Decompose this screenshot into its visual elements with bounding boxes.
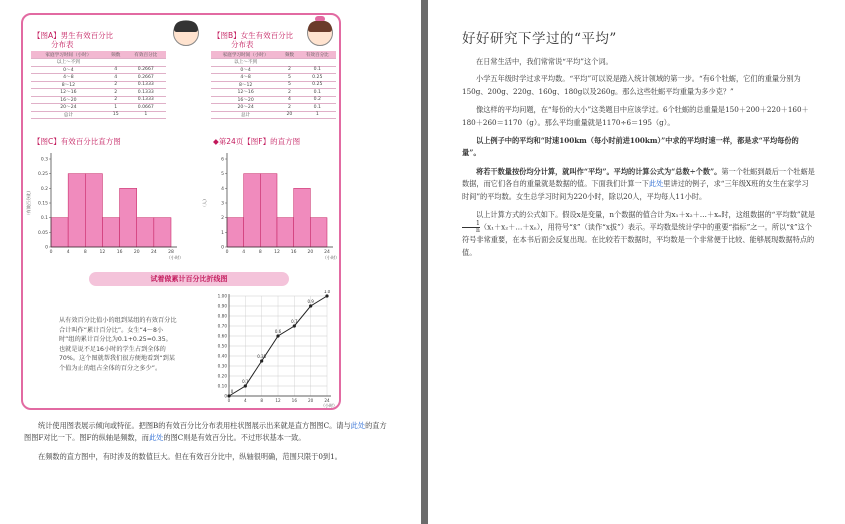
table-a-column-header: 家庭学习时间（小时） <box>31 51 106 59</box>
table-a-cell: 12～16 <box>31 89 106 97</box>
chart-f-x-tick-label: 16 <box>290 250 297 255</box>
table-a-table-row <box>31 104 166 112</box>
cumulative-x-label: （小时） <box>321 403 337 408</box>
cumulative-x-tick-label: 20 <box>307 398 314 403</box>
table-a-cell: 4 <box>106 66 126 74</box>
cumulative-data-label: 0.6 <box>274 329 282 334</box>
chart-f-y-tick-label: 5 <box>221 172 224 178</box>
chart-f-y-tick-label: 3 <box>221 201 224 207</box>
table-b-title-line2: 分布表 <box>231 40 254 49</box>
chart-c-y-tick-label: 0.3 <box>40 157 48 163</box>
p6-text-a: 以上计算方式的公式如下。假设x是变量，n个数据的值合计为x₁＋x₂＋…＋xₙ时，这组数据的“平均数”就是 <box>476 210 815 220</box>
chart-c-y-tick-label: 0.2 <box>40 186 48 192</box>
chart-f-x-tick-label: 0 <box>225 250 229 255</box>
table-a-cell: 0.1333 <box>126 81 166 89</box>
chart-c-x-label: （小时） <box>166 255 184 260</box>
chart-c-y-label: （有效百分比） <box>26 188 31 218</box>
table-a <box>31 51 166 119</box>
table-a-cell: 8～12 <box>31 81 106 89</box>
chart-c-x-tick-label: 12 <box>99 250 106 255</box>
cumulative-data-point <box>244 384 247 387</box>
cumulative-x-tick-label: 0 <box>227 398 231 403</box>
table-b-table-row <box>211 66 336 74</box>
table-b-cell: 0～4 <box>211 66 280 74</box>
chart-f-y-tick-label: 0 <box>221 245 224 251</box>
right-body-text <box>462 56 815 259</box>
table-b-title <box>213 31 293 49</box>
p5-text-a: 第一个牡蛎到最后一个牡蛎是数据，而它们各自的重量就是数据的值。下面我们计算一下 <box>462 166 815 189</box>
page-gutter <box>421 0 428 524</box>
cumulative-x-tick-label: 8 <box>260 398 264 403</box>
chart-f-bar <box>294 188 311 247</box>
chart-f-y-label: （人） <box>202 196 207 210</box>
cumulative-data-label: 0.35 <box>257 354 267 359</box>
chart-f-x-tick-label: 12 <box>274 250 280 255</box>
cumulative-y-tick-label: 0.80 <box>217 313 227 319</box>
table-b-title-line1: 【图B】女生有效百分比 <box>213 31 294 40</box>
table-b <box>211 51 336 119</box>
chart-f-x-tick-label: 20 <box>307 250 314 255</box>
table-a-cell: 4～8 <box>31 74 106 82</box>
table-b-cell: 总计 <box>211 111 280 119</box>
table-a-table-row <box>31 96 166 104</box>
chart-c-y-tick-label: 0.15 <box>37 201 48 207</box>
cumulative-data-point <box>293 324 296 327</box>
cumulative-data-point <box>227 394 230 397</box>
chart-c-bar <box>120 188 137 247</box>
table-b-cell: 4 <box>280 96 298 104</box>
section-heading: 好好研究下学过的“平均” <box>462 31 617 47</box>
table-a-cell: 15 <box>106 111 126 119</box>
table-a-cell: 1 <box>106 104 126 112</box>
cumulative-x-tick-label: 24 <box>324 398 330 403</box>
table-b-table-row <box>211 74 336 82</box>
cumulative-y-tick-label: 0.70 <box>217 323 227 329</box>
cumulative-y-tick-label: 0.20 <box>217 373 227 379</box>
table-b-cell: 16～20 <box>211 96 280 104</box>
chart-f-x-tick-label: 4 <box>242 250 246 255</box>
table-b-cell <box>299 59 336 67</box>
girl-avatar-icon <box>307 20 333 46</box>
link-figure-c[interactable]: 此处 <box>148 433 164 443</box>
table-a-cell: 0.1333 <box>126 89 166 97</box>
chart-c-x-tick-label: 28 <box>168 250 174 255</box>
table-b-table-row <box>211 59 336 67</box>
cumulative-data-label: 0 <box>230 389 234 394</box>
table-b-table-row <box>211 81 336 89</box>
right-paragraph-4: 以上例子中的平均和“时速100km（每小时前进100km）”中求的平均时速一样，都是求“平均每份的量”。 <box>462 136 799 158</box>
cumulative-y-tick-label: 0.50 <box>217 343 227 349</box>
chart-c-x-tick-label: 8 <box>83 250 87 255</box>
chart-c-x-tick-label: 4 <box>66 250 70 255</box>
chart-c-bar <box>68 174 85 247</box>
cumulative-x-tick-label: 12 <box>275 398 281 403</box>
cumulative-data-point <box>260 359 263 362</box>
cumulative-y-tick-label: 0.30 <box>217 363 227 369</box>
table-a-table-row <box>31 81 166 89</box>
chart-c-x-tick-label: 0 <box>49 250 53 255</box>
table-b-cell: 0.1 <box>299 104 336 112</box>
table-a-cell: 0.0667 <box>126 104 166 112</box>
table-a-cell: 总计 <box>31 111 106 119</box>
table-a-header-row <box>31 51 166 59</box>
table-b-cell: 2 <box>280 104 298 112</box>
table-a-cell: 以上～不到 <box>31 59 106 67</box>
cumulative-section-banner: 试着做累计百分比折线图 <box>89 272 289 286</box>
table-b-cell: 4～8 <box>211 74 280 82</box>
table-b-cell: 12～16 <box>211 89 280 97</box>
chart-c-x-tick-label: 16 <box>116 250 123 255</box>
fraction-denominator: n <box>462 227 480 234</box>
table-a-title <box>33 31 113 49</box>
right-paragraph-2: 小学五年级时学过求平均数。“平均”可以说是踏入统计领域的第一步。“有6个牡蛎，它们的重量分别为150g、200g、220g、160g、180g以及260g。那么这些牡蛎平均重量为多少克？” <box>462 74 801 96</box>
mean-fraction <box>462 221 480 234</box>
chart-c-bar <box>154 218 171 247</box>
cumulative-data-label: 0.7 <box>291 319 298 324</box>
cumulative-data-point <box>309 304 312 307</box>
chart-f-bar <box>260 174 277 247</box>
right-paragraph-5 <box>462 166 815 203</box>
p6-text-b: （x₁＋x₂＋…＋xₙ），用符号“x̄”（读作“x拔”）表示。平均数是统计学中的重要“指标”之一。所以“x̄”这个符号非常重要，在本书后面会反复出现。在比较若干数据时，平均数是一个非常便于比较、能够展现数据特点的值。 <box>462 222 815 257</box>
p1-text-c: 的图C则是有效百分比。不过形状基本一致。 <box>163 433 306 443</box>
table-a-cell: 0.2667 <box>126 74 166 82</box>
chart-c-bar <box>85 174 102 247</box>
right-paragraph-3: 像这样的平均问题，在“每份的大小”这类题目中应该学过。6个牡蛎的总重量是150＋200＋220＋160＋180＋260＝1170（g）。那么平均重量就是1170÷6＝195（g）。 <box>462 105 809 127</box>
table-b-cell: 1 <box>299 111 336 119</box>
table-a-cell: 16～20 <box>31 96 106 104</box>
table-a-table-row <box>31 59 166 67</box>
table-a-title-line1: 【图A】男生有效百分比 <box>33 31 114 40</box>
chart-f-x-tick-label: 24 <box>324 250 330 255</box>
chart-f-bar <box>310 218 327 247</box>
chart-f-y-tick-label: 1 <box>221 230 224 236</box>
left-page <box>0 0 421 524</box>
chart-c-bar <box>102 218 119 247</box>
chart-c-y-tick-label: 0.1 <box>40 216 48 222</box>
chart-c-y-tick-label: 0.05 <box>37 230 48 236</box>
chart-c-y-tick-label: 0.25 <box>37 172 48 178</box>
table-a-column-header: 有效百分比 <box>126 51 166 59</box>
table-a-table-row <box>31 74 166 82</box>
chart-c-y-tick-label: 0 <box>45 245 48 251</box>
cumulative-data-label: 0.9 <box>307 299 314 304</box>
chart-f-bar <box>244 174 261 247</box>
table-b-cell: 20 <box>280 111 298 119</box>
chart-c-bar <box>137 218 154 247</box>
cumulative-y-tick-label: 0.90 <box>217 303 227 309</box>
cumulative-data-point <box>276 334 279 337</box>
table-a-cell: 2 <box>106 96 126 104</box>
table-a-column-header: 频数 <box>106 51 126 59</box>
cumulative-x-tick-label: 4 <box>243 398 247 403</box>
chart-c-bar <box>51 218 68 247</box>
left-paragraph-2: 在频数的直方图中，有时涉及的数值巨大。但在有效百分比中，纵轴很明确，范围只限于0到1。 <box>38 451 342 461</box>
table-a-cell: 2 <box>106 81 126 89</box>
chart-d-title: ◆第24页【图F】的直方图 <box>213 137 301 146</box>
cumulative-y-tick-label: 0.40 <box>217 353 227 359</box>
boy-avatar-icon <box>173 20 199 46</box>
table-a-cell: 0～4 <box>31 66 106 74</box>
cumulative-data-label: 1.0 <box>323 290 331 294</box>
table-a-cell: 0.1333 <box>126 96 166 104</box>
table-b-column-header: 家庭学习时间（小时） <box>211 51 280 59</box>
right-paragraph-1: 在日常生活中，我们常常说“平均”这个词。 <box>476 57 613 66</box>
table-b-cell: 0.25 <box>299 74 336 82</box>
table-a-cell: 0.2667 <box>126 66 166 74</box>
table-a-cell: 20～24 <box>31 104 106 112</box>
chart-f-x-label: （小时） <box>322 255 340 260</box>
cumulative-data-point <box>325 294 328 297</box>
statistics-figure-panel <box>21 13 341 410</box>
left-body-text <box>24 420 392 463</box>
table-b-cell: 5 <box>280 74 298 82</box>
table-b-cell <box>280 59 298 67</box>
left-paragraph-1 <box>24 420 392 445</box>
table-a-total-row <box>31 111 166 119</box>
right-paragraph-6 <box>462 209 815 259</box>
table-b-cell: 0.1 <box>299 66 336 74</box>
table-b-cell: 0.2 <box>299 96 336 104</box>
chart-f-y-tick-label: 2 <box>221 216 224 222</box>
table-b-cell: 5 <box>280 81 298 89</box>
table-b-cell: 8～12 <box>211 81 280 89</box>
cumulative-y-tick-label: 1.00 <box>217 293 227 299</box>
table-b-cell: 0.1 <box>299 89 336 97</box>
link-example[interactable]: 此处 <box>648 179 664 189</box>
table-b-table-row <box>211 104 336 112</box>
table-a-cell: 2 <box>106 89 126 97</box>
table-b-column-header: 频数 <box>280 51 298 59</box>
table-b-table-row <box>211 89 336 97</box>
table-b-cell: 2 <box>280 66 298 74</box>
table-b-cell: 0.25 <box>299 81 336 89</box>
cumulative-x-tick-label: 16 <box>291 398 298 403</box>
chart-c-title: 【图C】有效百分比直方图 <box>33 137 121 146</box>
link-figure-f[interactable]: 此处 <box>350 421 366 430</box>
table-b-column-header: 有效百分比 <box>299 51 336 59</box>
chart-f-y-tick-label: 6 <box>221 157 224 163</box>
table-b-cell: 20～24 <box>211 104 280 112</box>
cumulative-data-label: 0.1 <box>242 379 249 384</box>
chart-f-bar <box>277 218 294 247</box>
cumulative-y-tick-label: 0.10 <box>217 383 227 389</box>
chart-f-histogram <box>201 149 341 261</box>
chart-c-x-tick-label: 20 <box>133 250 140 255</box>
table-b-cell: 以上～不到 <box>211 59 280 67</box>
cumulative-line-chart <box>201 290 339 408</box>
cumulative-y-tick-label: 0 <box>224 393 227 399</box>
table-b-total-row <box>211 111 336 119</box>
table-b-table-row <box>211 96 336 104</box>
chart-f-x-tick-label: 8 <box>258 250 262 255</box>
p1-text-b: 的直方图图F对比一下。图F的纵轴是频数，而 <box>24 421 387 443</box>
table-b-cell: 2 <box>280 89 298 97</box>
p1-text-a: 统计使用图表展示倾向或特征。把图B的有效百分比分布表用柱状图展示出来就是直方图图C。请与 <box>38 421 351 430</box>
table-a-table-row <box>31 66 166 74</box>
table-a-cell <box>106 59 126 67</box>
chart-c-x-tick-label: 24 <box>150 250 157 255</box>
table-a-table-row <box>31 89 166 97</box>
p5-text-b: 里讲过的例子，求“三年级X班的女生在家学习时间”的平均数。女生总学习时间为220小时，除以20人，平均每人11小时。 <box>462 179 809 201</box>
table-a-cell <box>126 59 166 67</box>
chart-c-histogram <box>25 149 185 261</box>
cumulative-y-tick-label: 0.60 <box>217 333 227 339</box>
table-a-cell: 1 <box>126 111 166 119</box>
right-page <box>428 0 845 524</box>
chart-f-y-tick-label: 4 <box>221 186 224 192</box>
table-b-header-row <box>211 51 336 59</box>
table-a-title-line2: 分布表 <box>51 40 74 49</box>
mean-definition: 将若干数量按份均分计算，就叫作“平均”。平均的计算公式为“总数÷个数”。 <box>476 166 722 176</box>
cumulative-explanation: 从有效百分比值小的组到某组的有效百分比合计叫作“累计百分比”。女生“4～8小时”组的累计百分比为0.1+0.25=0.35。也就是说不足16小时的学生占到全体的70%。这个图就帮我们很方便地看到“到某个值为止的组占全体的百分之多少”。 <box>59 317 177 372</box>
table-a-cell: 4 <box>106 74 126 82</box>
chart-f-bar <box>227 218 244 247</box>
fraction-numerator: 1 <box>476 220 480 228</box>
